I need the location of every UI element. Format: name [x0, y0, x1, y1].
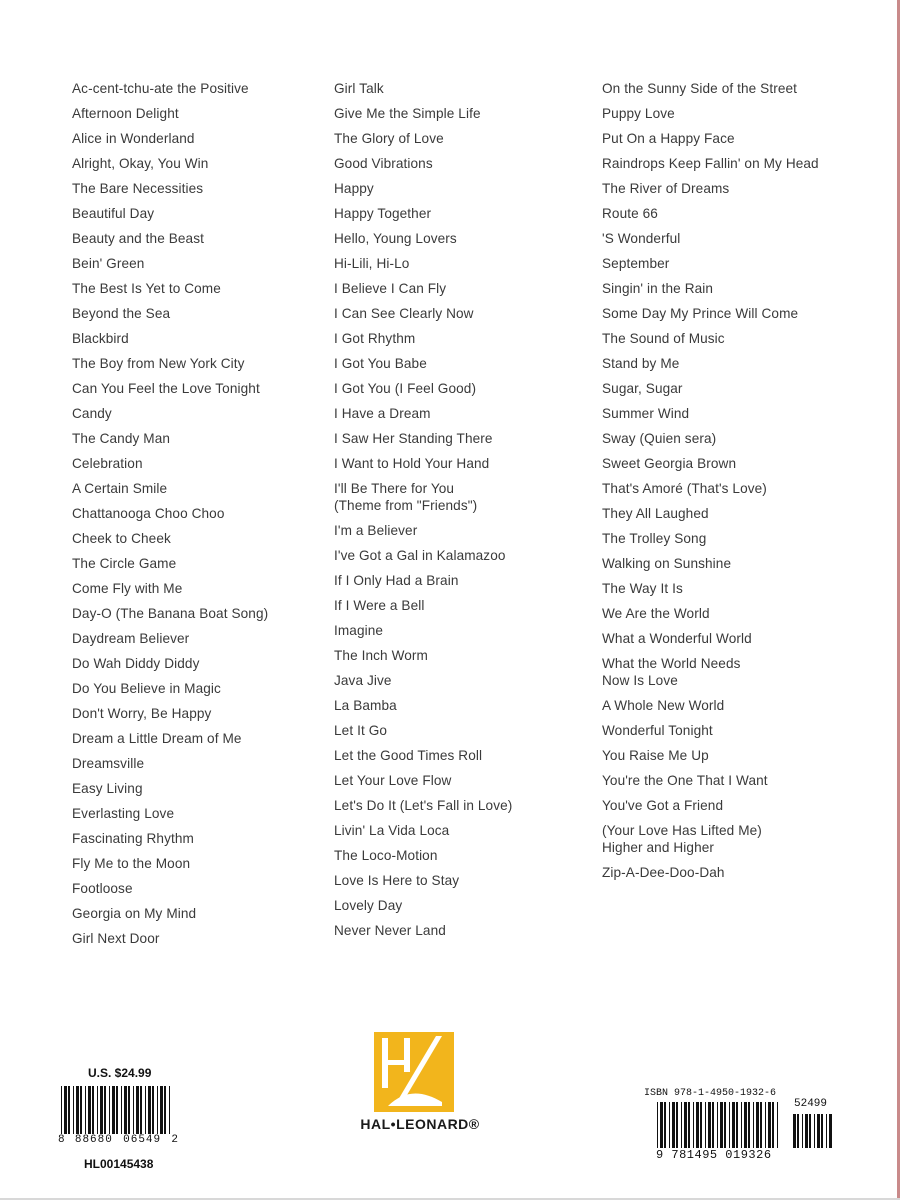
barcode-bar: [772, 1102, 774, 1148]
song-title: Hi-Lili, Hi-Lo: [334, 256, 410, 271]
barcode-bar: [729, 1102, 730, 1148]
upc-digit-left: 8: [58, 1134, 65, 1146]
song-title: September: [602, 256, 670, 271]
song-title: The Circle Game: [72, 556, 177, 571]
isbn-digits: 9 781495 019326: [656, 1148, 772, 1162]
barcode-bar: [805, 1114, 808, 1148]
barcode-bar: [660, 1102, 663, 1148]
barcode-bar: [817, 1114, 820, 1148]
barcode-bar: [664, 1102, 666, 1148]
isbn-barcode: [656, 1102, 780, 1148]
song-title: [602, 651, 862, 693]
song-title: Puppy Love: [602, 106, 675, 121]
barcode-bar: [92, 1086, 94, 1134]
barcode-bar: [121, 1086, 122, 1134]
upc-digits-group-1: 88680: [74, 1134, 113, 1146]
song-title: Girl Next Door: [72, 931, 160, 946]
song-title: Daydream Believer: [72, 631, 190, 646]
song-title: 'S Wonderful: [602, 231, 681, 246]
song-title: La Bamba: [334, 698, 397, 713]
barcode-bar: [696, 1102, 699, 1148]
barcode-bar: [116, 1086, 118, 1134]
song-title: Happy Together: [334, 206, 432, 221]
song-title: Girl Talk: [334, 81, 384, 96]
barcode-bar: [829, 1114, 832, 1148]
barcode-bar: [744, 1102, 747, 1148]
song-title: A Certain Smile: [72, 481, 168, 496]
song-title-line-1: (Your Love Has Lifted Me): [602, 823, 762, 838]
barcode-bar: [669, 1102, 670, 1148]
barcode-bar: [821, 1114, 823, 1148]
song-title: On the Sunny Side of the Street: [602, 81, 798, 96]
song-title: Java Jive: [334, 673, 392, 688]
barcode-bar: [688, 1102, 690, 1148]
song-title: Walking on Sunshine: [602, 556, 732, 571]
barcode-bar: [160, 1086, 163, 1134]
barcode-bar: [717, 1102, 718, 1148]
barcode-bar: [741, 1102, 742, 1148]
barcode-bar: [760, 1102, 762, 1148]
barcode-bar: [676, 1102, 678, 1148]
song-title: I Saw Her Standing There: [334, 431, 493, 446]
song-title: I Have a Dream: [334, 406, 431, 421]
song-title: Don't Worry, Be Happy: [72, 706, 212, 721]
song-title: Fascinating Rhythm: [72, 831, 194, 846]
song-title: You Raise Me Up: [602, 748, 709, 763]
song-title: Chattanooga Choo Choo: [72, 506, 225, 521]
barcode-bar: [753, 1102, 754, 1148]
song-title-line-2: Higher and Higher: [602, 840, 715, 855]
song-title: Stand by Me: [602, 356, 680, 371]
song-title: I Can See Clearly Now: [334, 306, 474, 321]
song-title: I Got You Babe: [334, 356, 427, 371]
barcode-bar: [826, 1114, 827, 1148]
song-title: The Way It Is: [602, 581, 683, 596]
isbn-addon-barcode: [792, 1114, 834, 1148]
song-title: Good Vibrations: [334, 156, 433, 171]
hal-leonard-logo-icon: [374, 1032, 454, 1112]
upc-digits-group-2: 06549: [123, 1134, 162, 1146]
barcode-bar: [720, 1102, 723, 1148]
barcode-bar: [169, 1086, 170, 1134]
barcode-bar: [724, 1102, 726, 1148]
song-title: Fly Me to the Moon: [72, 856, 191, 871]
song-title: Some Day My Prince Will Come: [602, 306, 799, 321]
song-title: Celebration: [72, 456, 143, 471]
barcode-bar: [73, 1086, 74, 1134]
barcode-bar: [777, 1102, 778, 1148]
upc-barcode: [60, 1086, 172, 1134]
song-title: Beyond the Sea: [72, 306, 171, 321]
barcode-bar: [732, 1102, 735, 1148]
isbn-label: ISBN 978-1-4950-1932-6: [644, 1088, 777, 1099]
song-title: Alice in Wonderland: [72, 131, 195, 146]
song-title: Beautiful Day: [72, 206, 155, 221]
song-title: Let's Do It (Let's Fall in Love): [334, 798, 513, 813]
song-title: Do Wah Diddy Diddy: [72, 656, 200, 671]
song-title: Sway (Quien sera): [602, 431, 717, 446]
song-list-column-1: [72, 76, 322, 951]
barcode-bar: [712, 1102, 714, 1148]
song-title: Lovely Day: [334, 898, 403, 913]
song-title: Give Me the Simple Life: [334, 106, 481, 121]
barcode-bar: [708, 1102, 711, 1148]
song-title-line-1: What the World Needs: [602, 656, 741, 671]
song-list-column-3: [602, 76, 862, 885]
song-title: The Trolley Song: [602, 531, 707, 546]
song-title: If I Were a Bell: [334, 598, 425, 613]
barcode-bar: [657, 1102, 658, 1148]
barcode-bar: [164, 1086, 166, 1134]
barcode-bar: [133, 1086, 134, 1134]
barcode-bar: [76, 1086, 79, 1134]
song-title: Ac-cent-tchu-ate the Positive: [72, 81, 249, 96]
song-title: The Boy from New York City: [72, 356, 245, 371]
song-title: Easy Living: [72, 781, 143, 796]
song-title-line-1: I'll Be There for You: [334, 481, 455, 496]
song-title: Candy: [72, 406, 112, 421]
song-title: [334, 476, 584, 518]
barcode-bar: [97, 1086, 98, 1134]
barcode-bar: [124, 1086, 127, 1134]
song-title: The Candy Man: [72, 431, 171, 446]
song-title: The River of Dreams: [602, 181, 730, 196]
song-title: Blackbird: [72, 331, 129, 346]
barcode-bar: [793, 1114, 796, 1148]
song-title: You've Got a Friend: [602, 798, 724, 813]
song-title: Route 66: [602, 206, 658, 221]
barcode-bar: [80, 1086, 82, 1134]
barcode-bar: [814, 1114, 815, 1148]
barcode-bar: [705, 1102, 706, 1148]
song-title: The Inch Worm: [334, 648, 428, 663]
barcode-bar: [756, 1102, 759, 1148]
song-title: Never Never Land: [334, 923, 446, 938]
song-title: I Got Rhythm: [334, 331, 416, 346]
song-title: Livin' La Vida Loca: [334, 823, 450, 838]
song-title: Let It Go: [334, 723, 388, 738]
barcode-bar: [152, 1086, 154, 1134]
song-title: Singin' in the Rain: [602, 281, 714, 296]
song-title: Everlasting Love: [72, 806, 175, 821]
song-title: Summer Wind: [602, 406, 690, 421]
barcode-bar: [68, 1086, 70, 1134]
song-title: Zip-A-Dee-Doo-Dah: [602, 865, 725, 880]
barcode-bar: [681, 1102, 682, 1148]
song-title-line-2: Now Is Love: [602, 673, 678, 688]
song-title: Bein' Green: [72, 256, 145, 271]
barcode-bar: [61, 1086, 62, 1134]
song-title: Put On a Happy Face: [602, 131, 735, 146]
barcode-bar: [700, 1102, 702, 1148]
song-title-line-2: (Theme from "Friends"): [334, 498, 478, 513]
song-title: Can You Feel the Love Tonight: [72, 381, 260, 396]
song-title: Dream a Little Dream of Me: [72, 731, 242, 746]
song-title: Alright, Okay, You Win: [72, 156, 209, 171]
song-title: If I Only Had a Brain: [334, 573, 459, 588]
barcode-bar: [109, 1086, 110, 1134]
barcode-bar: [693, 1102, 694, 1148]
barcode-bar: [100, 1086, 103, 1134]
song-title: The Sound of Music: [602, 331, 725, 346]
song-title: The Loco-Motion: [334, 848, 438, 863]
song-title: I Got You (I Feel Good): [334, 381, 477, 396]
song-title: Cheek to Cheek: [72, 531, 171, 546]
product-code: HL00145438: [84, 1157, 154, 1171]
barcode-bar: [104, 1086, 106, 1134]
upc-digits: [58, 1134, 178, 1146]
song-title: Do You Believe in Magic: [72, 681, 221, 696]
song-title: I Believe I Can Fly: [334, 281, 447, 296]
song-title: Love Is Here to Stay: [334, 873, 460, 888]
barcode-bar: [145, 1086, 146, 1134]
barcode-bar: [157, 1086, 158, 1134]
song-title: What a Wonderful World: [602, 631, 752, 646]
song-title: They All Laughed: [602, 506, 709, 521]
barcode-bar: [748, 1102, 750, 1148]
barcode-bar: [765, 1102, 766, 1148]
barcode-bar: [797, 1114, 799, 1148]
barcode-bar: [802, 1114, 803, 1148]
barcode-bar: [88, 1086, 91, 1134]
barcode-bar: [809, 1114, 811, 1148]
song-title: Let the Good Times Roll: [334, 748, 483, 763]
publisher-name: HAL•LEONARD®: [360, 1116, 480, 1132]
price-label: U.S. $24.99: [88, 1066, 152, 1080]
song-title: Raindrops Keep Fallin' on My Head: [602, 156, 819, 171]
song-title: The Best Is Yet to Come: [72, 281, 221, 296]
barcode-bar: [736, 1102, 738, 1148]
song-title: Day-O (The Banana Boat Song): [72, 606, 269, 621]
song-title: Sweet Georgia Brown: [602, 456, 737, 471]
barcode-bar: [684, 1102, 687, 1148]
song-title: I've Got a Gal in Kalamazoo: [334, 548, 506, 563]
song-title: Hello, Young Lovers: [334, 231, 457, 246]
barcode-bar: [768, 1102, 771, 1148]
song-title: Dreamsville: [72, 756, 145, 771]
song-title: A Whole New World: [602, 698, 725, 713]
song-title: Beauty and the Beast: [72, 231, 204, 246]
song-title: [602, 818, 862, 860]
song-title: Let Your Love Flow: [334, 773, 452, 788]
barcode-bar: [85, 1086, 86, 1134]
barcode-bar: [112, 1086, 115, 1134]
song-title: Georgia on My Mind: [72, 906, 197, 921]
song-title: That's Amoré (That's Love): [602, 481, 767, 496]
barcode-bar: [140, 1086, 142, 1134]
upc-digit-right: 2: [171, 1134, 178, 1146]
song-title: The Glory of Love: [334, 131, 444, 146]
song-title: Footloose: [72, 881, 133, 896]
song-title: Imagine: [334, 623, 384, 638]
song-title: Happy: [334, 181, 374, 196]
song-title: Wonderful Tonight: [602, 723, 713, 738]
song-title: We Are the World: [602, 606, 710, 621]
barcode-bar: [136, 1086, 139, 1134]
song-list-column-2: [334, 76, 584, 943]
song-title: You're the One That I Want: [602, 773, 768, 788]
barcode-bar: [64, 1086, 67, 1134]
price-addon-digits: 52499: [794, 1098, 828, 1110]
song-title: I'm a Believer: [334, 523, 418, 538]
song-title: I Want to Hold Your Hand: [334, 456, 490, 471]
barcode-bar: [672, 1102, 675, 1148]
song-title: Come Fly with Me: [72, 581, 183, 596]
barcode-bar: [148, 1086, 151, 1134]
song-title: Afternoon Delight: [72, 106, 179, 121]
barcode-bar: [128, 1086, 130, 1134]
song-title: Sugar, Sugar: [602, 381, 683, 396]
song-title: The Bare Necessities: [72, 181, 204, 196]
